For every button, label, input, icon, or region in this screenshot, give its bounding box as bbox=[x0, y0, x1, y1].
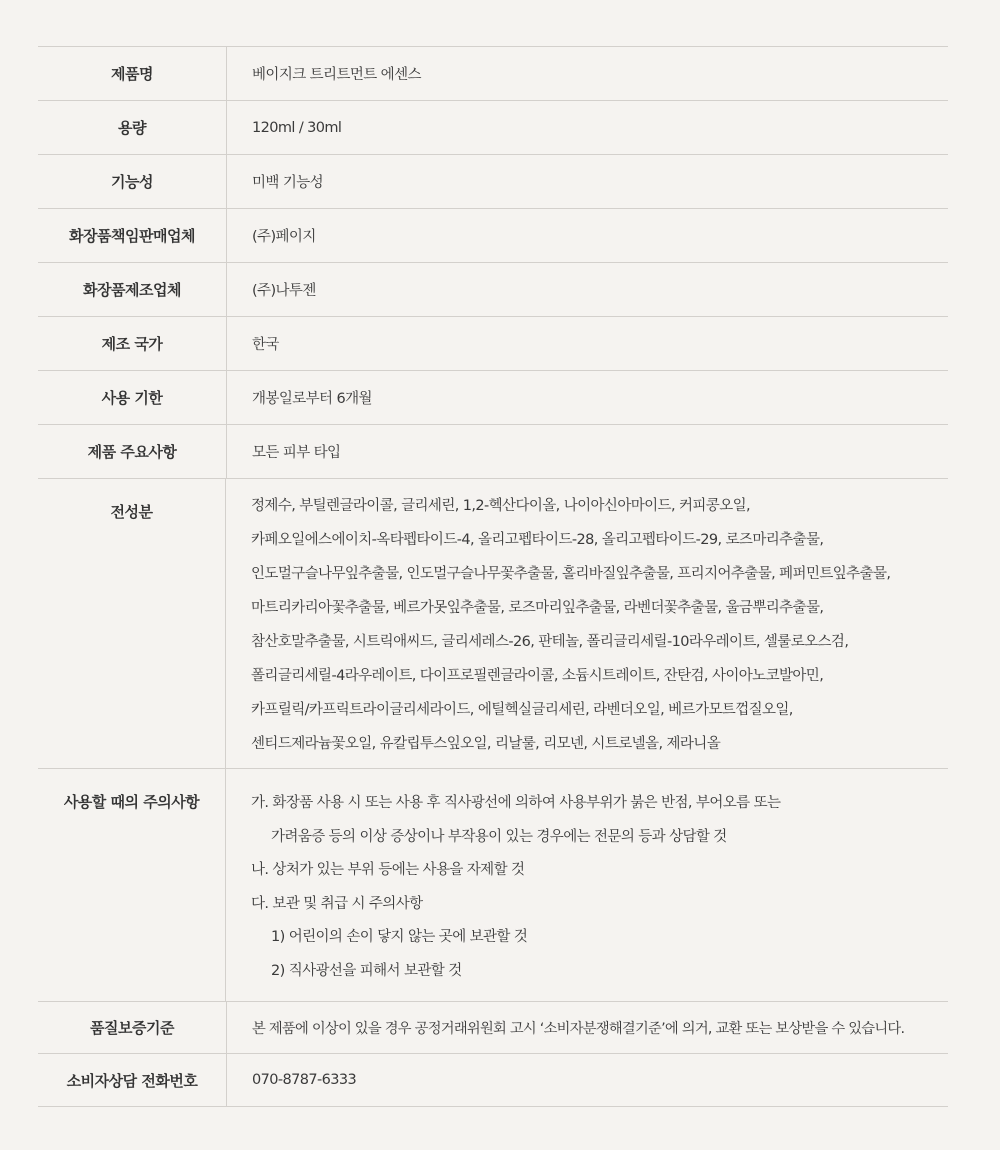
caution-line: 나. 상처가 있는 부위 등에는 사용을 자제할 것 bbox=[251, 862, 525, 878]
row-distributor bbox=[38, 209, 948, 263]
row-manufacturer bbox=[38, 263, 948, 317]
row-value: 베이지크 트리트먼트 에센스 bbox=[252, 67, 421, 83]
row-label: 품질보증기준 bbox=[38, 1002, 227, 1053]
row-label: 제품명 bbox=[38, 47, 227, 100]
row-value: 070-8787-6333 bbox=[252, 1072, 357, 1088]
row-label: 기능성 bbox=[38, 155, 227, 208]
row-cautions bbox=[38, 769, 948, 1002]
row-value: (주)페이지 bbox=[252, 229, 316, 245]
row-value: 미백 기능성 bbox=[252, 175, 324, 191]
row-country bbox=[38, 317, 948, 371]
row-label: 전성분 bbox=[38, 479, 226, 768]
row-volume bbox=[38, 101, 948, 155]
cautions-list bbox=[226, 769, 948, 1001]
row-label: 제품 주요사항 bbox=[38, 425, 227, 478]
row-expiry bbox=[38, 371, 948, 425]
row-ingredients bbox=[38, 479, 948, 769]
ingredients-list bbox=[226, 479, 948, 768]
row-key-features bbox=[38, 425, 948, 479]
caution-line: 다. 보관 및 취급 시 주의사항 bbox=[251, 895, 423, 912]
ingredients-line: 카페오일에스에이치-옥타펩타이드-4, 올리고펩타이드-28, 올리고펩타이드-29, 로즈마리추출물, bbox=[251, 532, 824, 548]
row-label: 소비자상담 전화번호 bbox=[38, 1054, 227, 1106]
row-label: 화장품제조업체 bbox=[38, 263, 227, 316]
row-label: 사용 기한 bbox=[38, 371, 227, 424]
ingredients-line: 카프릴릭/카프릭트라이글리세라이드, 에틸헥실글리세린, 라벤더오일, 베르가모트껍질오일, bbox=[251, 702, 793, 718]
row-value: 120ml / 30ml bbox=[252, 119, 342, 136]
row-function bbox=[38, 155, 948, 209]
row-value: (주)나투젠 bbox=[252, 283, 316, 299]
row-value: 모든 피부 타입 bbox=[252, 445, 341, 461]
row-label: 용량 bbox=[38, 101, 227, 154]
product-info-table bbox=[38, 46, 948, 1107]
caution-line: 2) 직사광선을 피해서 보관할 것 bbox=[271, 962, 462, 979]
row-label: 사용할 때의 주의사항 bbox=[38, 769, 226, 1001]
row-value: 본 제품에 이상이 있을 경우 공정거래위원회 고시 ‘소비자분쟁해결기준’에 의거, 교환 또는 보상받을 수 있습니다. bbox=[252, 1020, 905, 1037]
ingredients-line: 센티드제라늄꽃오일, 유칼립투스잎오일, 리날룰, 리모넨, 시트로넬올, 제라니올 bbox=[251, 736, 721, 752]
ingredients-line: 인도멀구슬나무잎추출물, 인도멀구슬나무꽃추출물, 홀리바질잎추출물, 프리지어추출물, 페퍼민트잎추출물, bbox=[251, 566, 891, 582]
row-quality-standard bbox=[38, 1002, 948, 1054]
row-value: 한국 bbox=[252, 337, 279, 353]
caution-line: 가려움증 등의 이상 증상이나 부작용이 있는 경우에는 전문의 등과 상담할 것 bbox=[271, 828, 727, 845]
ingredients-line: 마트리카리아꽃추출물, 베르가못잎추출물, 로즈마리잎추출물, 라벤더꽃추출물, 울금뿌리추출물, bbox=[251, 600, 824, 616]
ingredients-line: 정제수, 부틸렌글라이콜, 글리세린, 1,2-헥산다이올, 나이아신아마이드, 커피콩오일, bbox=[251, 498, 751, 514]
row-label: 제조 국가 bbox=[38, 317, 227, 370]
row-label: 화장품책임판매업체 bbox=[38, 209, 227, 262]
ingredients-line: 참산호말추출물, 시트릭애씨드, 글리세레스-26, 판테놀, 폴리글리세릴-10라우레이트, 셀룰로오스검, bbox=[251, 634, 849, 650]
row-product-name bbox=[38, 47, 948, 101]
ingredients-line: 폴리글리세릴-4라우레이트, 다이프로필렌글라이콜, 소듐시트레이트, 잔탄검, 사이아노코발아민, bbox=[251, 668, 824, 684]
caution-line: 1) 어린이의 손이 닿지 않는 곳에 보관할 것 bbox=[271, 929, 528, 945]
row-consumer-phone bbox=[38, 1054, 948, 1107]
row-value: 개봉일로부터 6개월 bbox=[252, 391, 372, 407]
caution-line: 가. 화장품 사용 시 또는 사용 후 직사광선에 의하여 사용부위가 붉은 반점, 부어오름 또는 bbox=[251, 795, 781, 811]
